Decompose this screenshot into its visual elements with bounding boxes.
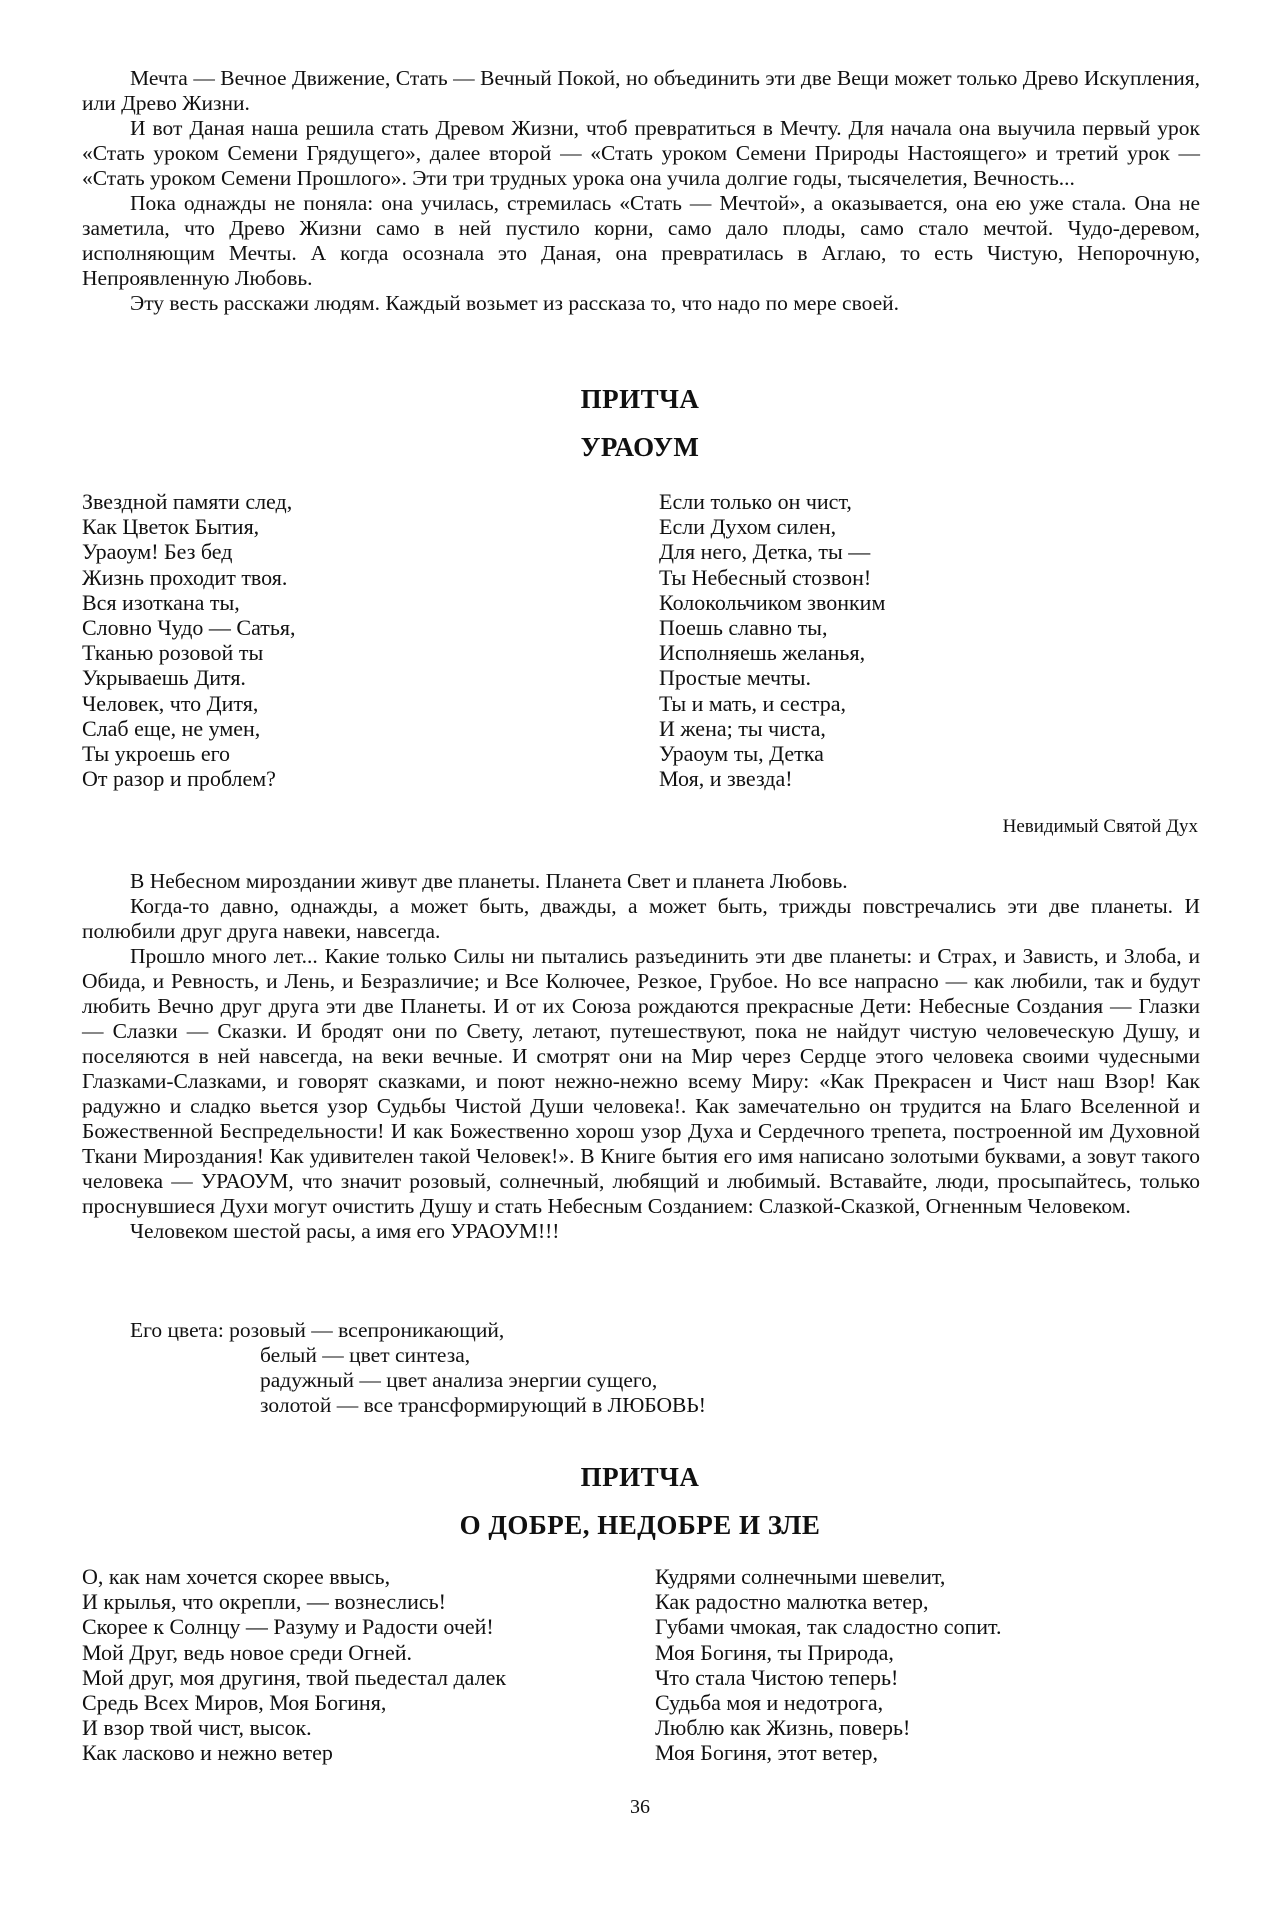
colors-list	[130, 1318, 706, 1418]
section-heading: ПРИТЧА	[580, 1462, 700, 1492]
author-signature: Невидимый Святой Дух	[1002, 816, 1198, 837]
paragraph: Эту весть расскажи людям. Каждый возьмет из рассказа то, что надо по мере своей.	[130, 291, 900, 315]
poem-line: Моя, и звезда!	[659, 766, 793, 792]
color-item: розовый — всепроникающий,	[229, 1318, 505, 1342]
section-title: О ДОБРЕ, НЕДОБРЕ И ЗЛЕ	[459, 1510, 821, 1540]
poem-line: Ураоум ты, Детка	[659, 741, 824, 767]
paragraph: Мечта — Вечное Движение, Стать — Вечный Покой, но объединить эти две Вещи может только Древо Искупления, или Древо Жизни.	[82, 66, 1200, 115]
poem-line: Как Цветок Бытия,	[82, 514, 260, 540]
poem-line: Человек, что Дитя,	[82, 690, 259, 716]
section-title: УРАОУМ	[580, 432, 700, 462]
paragraph: Когда-то давно, однажды, а может быть, дважды, а может быть, трижды повстречались эти две планеты. И полюбили друг друга навеки, навсегда.	[82, 894, 1200, 943]
poem-line: Жизнь проходит твоя.	[82, 564, 288, 590]
intro-text	[82, 66, 1200, 316]
color-item: белый — цвет синтеза,	[260, 1343, 471, 1367]
poem-line: Колокольчиком звонким	[659, 589, 886, 615]
section-heading: ПРИТЧА	[580, 384, 700, 414]
poem-column-right	[655, 1564, 1001, 1766]
poem-line: Как радостно малютка ветер,	[655, 1589, 929, 1615]
poem-column-left	[82, 489, 296, 791]
poem-line: Ты и мать, и сестра,	[659, 690, 847, 716]
poem-line: Ты укроешь его	[82, 741, 231, 767]
poem-line: И жена; ты чиста,	[659, 715, 826, 741]
poem-line: Исполняешь желанья,	[659, 640, 866, 666]
poem-line: Судьба моя и недотрога,	[655, 1690, 884, 1716]
poem-line: Ураоум! Без бед	[82, 539, 233, 565]
poem-line: О, как нам хочется скорее ввысь,	[82, 1564, 391, 1589]
poem-line: Кудрями солнечными шевелит,	[655, 1564, 946, 1589]
color-item: золотой — все трансформирующий в ЛЮБОВЬ!	[260, 1393, 706, 1417]
page-number: 36	[630, 1796, 650, 1818]
poem-line: Поешь славно ты,	[659, 615, 828, 641]
poem-line: Средь Всех Миров, Моя Богиня,	[82, 1690, 387, 1716]
poem-line: Укрываешь Дитя.	[82, 665, 246, 691]
poem-line: От разор и проблем?	[82, 766, 276, 792]
color-item: радужный — цвет анализа энергии сущего,	[260, 1368, 658, 1392]
paragraph: В Небесном мироздании живут две планеты. Планета Свет и планета Любовь.	[130, 869, 848, 893]
paragraph: Человеком шестой расы, а имя его УРАОУМ!!!	[130, 1219, 560, 1243]
poem-line: Мой Друг, ведь новое среди Огней.	[82, 1639, 412, 1665]
paragraph: И вот Даная наша решила стать Древом Жизни, чтоб превратиться в Мечту. Для начала она выучила первый урок «Стать уроком Семени Грядущего», далее второй — «Стать уроком Семени Природы Настоящего» и третий урок — «Стать уроком Семени Прошлого». Эти три трудных урока она учила долгие годы, тысячелетия, Вечность...	[82, 116, 1200, 190]
poem-line: И крылья, что окрепли, — вознеслись!	[82, 1589, 447, 1615]
poem-line: Ты Небесный стозвон!	[659, 564, 872, 590]
poem-line: Скорее к Солнцу — Разуму и Радости очей!	[82, 1614, 494, 1640]
poem-line: И взор твой чист, высок.	[82, 1715, 312, 1741]
poem-line: Моя Богиня, ты Природа,	[655, 1639, 894, 1665]
poem-column-left	[82, 1564, 506, 1766]
poem-line: Тканью розовой ты	[82, 640, 264, 666]
poem-line: Словно Чудо — Сатья,	[82, 615, 296, 641]
poem-line: Слаб еще, не умен,	[82, 715, 261, 741]
poem-line: Звездной памяти след,	[82, 489, 293, 514]
colors-label: Его цвета:	[130, 1318, 224, 1342]
poem-line: Мой друг, моя другиня, твой пьедестал далек	[82, 1664, 507, 1690]
poem-line: Простые мечты.	[659, 665, 811, 691]
poem-line: Как ласково и нежно ветер	[82, 1740, 333, 1766]
poem-line: Для него, Детка, ты —	[659, 539, 871, 565]
poem-column-right	[659, 489, 885, 791]
poem-line: Вся изоткана ты,	[82, 589, 240, 615]
poem-line: Люблю как Жизнь, поверь!	[655, 1715, 911, 1741]
poem-line: Если Духом силен,	[659, 514, 837, 540]
poem-line: Губами чмокая, так сладостно сопит.	[655, 1614, 1002, 1640]
poem-line: Моя Богиня, этот ветер,	[655, 1740, 879, 1766]
poem-line: Если только он чист,	[659, 489, 852, 514]
paragraph: Пока однажды не поняла: она училась, стремилась «Стать — Мечтой», а оказывается, она ею уже стала. Она не заметила, что Древо Жизни само в ней пустило корни, само дало плоды, само стало мечтой. Чудо-деревом, исполняющим Мечты. А когда осознала это Даная, она превратилась в Аглаю, то есть Чистую, Непорочную, Непроявленную Любовь.	[82, 191, 1200, 290]
poem-line: Что стала Чистою теперь!	[655, 1664, 899, 1690]
story-text	[82, 869, 1200, 1244]
paragraph: Прошло много лет... Какие только Силы ни пытались разъединить эти две планеты: и Страх, и Зависть, и Злоба, и Обида, и Ревность, и Лень, и Безразличие; и Все Колючее, Резкое, Грубое. Но все напрасно — как любили, так и будут любить Вечно друг друга эти две Планеты. И от их Союза рождаются прекрасные Дети: Небесные Создания — Глазки — Слазки — Сказки. И бродят они по Свету, летают, путешествуют, пока не найдут чистую человеческую Душу, и поселяются в ней навсегда, на веки вечные. И смотрят они на Мир через Сердце этого человека своими чудесными Глазками-Слазками, и говорят сказками, и поют нежно-нежно всему Миру: «Как Прекрасен и Чист наш Взор! Как радужно и сладко вьется узор Судьбы Чистой Души человека!. Как замечательно он трудится на Благо Вселенной и Божественной Беспредельности! И как Божественно хорош узор Духа и Сердечного трепета, построенной им Духовной Ткани Мироздания! Как удивителен такой Человек!». В Книге бытия его имя написано золотыми буквами, а зовут такого человека — УРАОУМ, что значит розовый, солнечный, любящий и любимый. Вставайте, люди, просыпайтесь, только проснувшиеся Духи могут очистить Душу и стать Небесным Созданием: Слазкой-Сказкой, Огненным Человеком.	[82, 944, 1200, 1218]
